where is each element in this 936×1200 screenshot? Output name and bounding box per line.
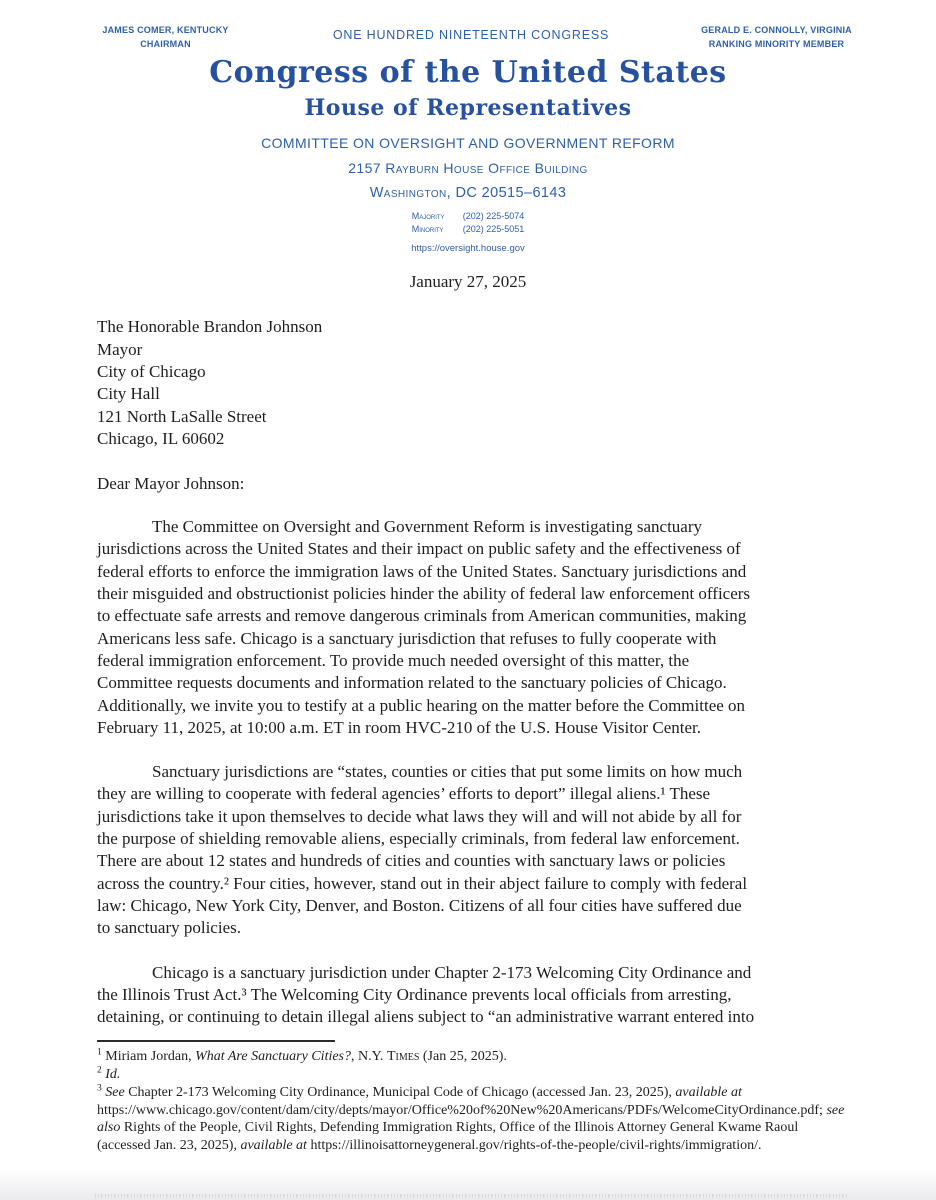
footnote-1-number: 1 [97,1047,102,1058]
footnote-1-text: Miriam Jordan, [105,1049,196,1065]
congress-title: Congress of the United States [209,55,727,90]
footnote-1-text: (Jan 25, 2025). [419,1049,507,1065]
footnote-1-text: , N.Y. [351,1049,387,1065]
ranking-member-title: RANKING MINORITY MEMBER [708,38,845,49]
footnote-1-publication: Times [386,1049,420,1065]
footnote-3-available-at: available at [240,1137,307,1153]
house-subtitle: House of Representatives [304,95,632,121]
paragraph-2: Sanctuary jurisdictions are “states, counties or cities that put some limits on how much they are willing to cooperate with federal agencies’ efforts to deport” illegal aliens.¹ These jurisdictions take it upon themselves to decide what laws they will and will not abide by all for the purpose of shielding removable aliens, especially criminals, from federal law enforcement. There are about 12 states and hundreds of cities and counties with sanctuary laws or policies across the country.² Four cities, however, stand out in their abject failure to comply with federal law: Chicago, New York City, Denver, and Boston. Citizens of all four cities have suffered due to sanctuary policies. [97,762,748,938]
footnote-3-chicago-url: https://www.chicago.gov/content/dam/city/depts/mayor/Office%20of%20New%20Americans/PDFs/WelcomeCityOrdinance.pdf; [97,1102,827,1118]
footnote-2 [97,1066,852,1084]
chairman-title: CHAIRMAN [140,38,191,49]
committee-website: https://oversight.house.gov [411,243,525,255]
footnote-3-number: 3 [97,1083,102,1094]
city-zip: Washington, DC 20515–6143 [369,185,567,202]
letterhead-top-row [0,24,936,51]
majority-phone-row [412,210,525,223]
minority-phone-row [412,223,525,236]
minority-label: Minority [411,223,444,234]
footnote-2-text: Id. [105,1067,121,1083]
salutation: Dear Mayor Johnson: [97,474,245,494]
recipient-address: The Honorable Brandon Johnson Mayor City of Chicago City Hall 121 North LaSalle Street Chicago, IL 60602 [97,317,323,448]
footnote-3 [97,1084,852,1155]
footnotes [97,1048,852,1154]
paragraph-1: The Committee on Oversight and Government Reform is investigating sanctuary jurisdictions across the United States and their impact on public safety and the effectiveness of federal efforts to enforce the immigration laws of the United States. Sanctuary jurisdictions and their misguided and obstructionist policies hinder the ability of federal law enforcement officers to effectuate safe arrests and remove dangerous criminals from American communities, making Americans less safe. Chicago is a sanctuary jurisdiction that refuses to fully cooperate with federal immigration enforcement. To provide much needed oversight of this matter, the Committee requests documents and information related to the sanctuary policies of Chicago. Additionally, we invite you to testify at a public hearing on the matter before the Committee on February 11, 2025, at 10:00 a.m. ET in room HVC-210 of the U.S. House Visitor Center. [97,517,751,737]
ranking-member-block [669,24,884,51]
letter-date: January 27, 2025 [409,272,527,292]
minority-number: (202) 225-5051 [462,223,525,234]
footnote-3-text: Rights of the People, Civil Rights, Defending Immigration Rights, Office of the Illinois Attorney General Kwame Raoul (accessed Jan. 23, 2025), [97,1120,799,1153]
committee-name: COMMITTEE ON OVERSIGHT AND GOVERNMENT REFORM [261,135,675,152]
footnote-2-number: 2 [97,1065,102,1076]
footnote-3-illinois-url: https://illinoisattorneygeneral.gov/rights-of-the-people/civil-rights/immigration/. [306,1137,762,1153]
footnote-1-article-title: What Are Sanctuary Cities? [195,1049,352,1065]
paragraph-3: Chicago is a sanctuary jurisdiction under Chapter 2-173 Welcoming City Ordinance and the Illinois Trust Act.³ The Welcoming City Ordinance prevents local officials from arresting, detaining, or continuing to detain illegal aliens subject to “an administrative warrant entered into [97,962,755,1027]
chairman-block [58,24,273,51]
footnote-3-available-at: available at [675,1084,742,1100]
building-address: 2157 Rayburn House Office Building [348,160,588,177]
next-page-clipped-text [95,1194,848,1199]
majority-label: Majority [411,211,445,222]
majority-number: (202) 225-5074 [462,211,525,222]
phone-numbers [412,210,525,235]
footnote-1 [97,1048,852,1066]
congress-session: ONE HUNDRED NINETEENTH CONGRESS [332,28,610,42]
footnote-3-text: Chapter 2-173 Welcoming City Ordinance, Municipal Code of Chicago (accessed Jan. 23, 2025), [124,1084,676,1100]
chairman-name: JAMES COMER, KENTUCKY [102,25,229,35]
footnote-3-see-also: see also [97,1102,845,1136]
footnote-separator [97,1040,335,1042]
footnote-3-see: See [105,1084,125,1100]
ranking-member-name: GERALD E. CONNOLLY, VIRGINIA [701,25,852,35]
